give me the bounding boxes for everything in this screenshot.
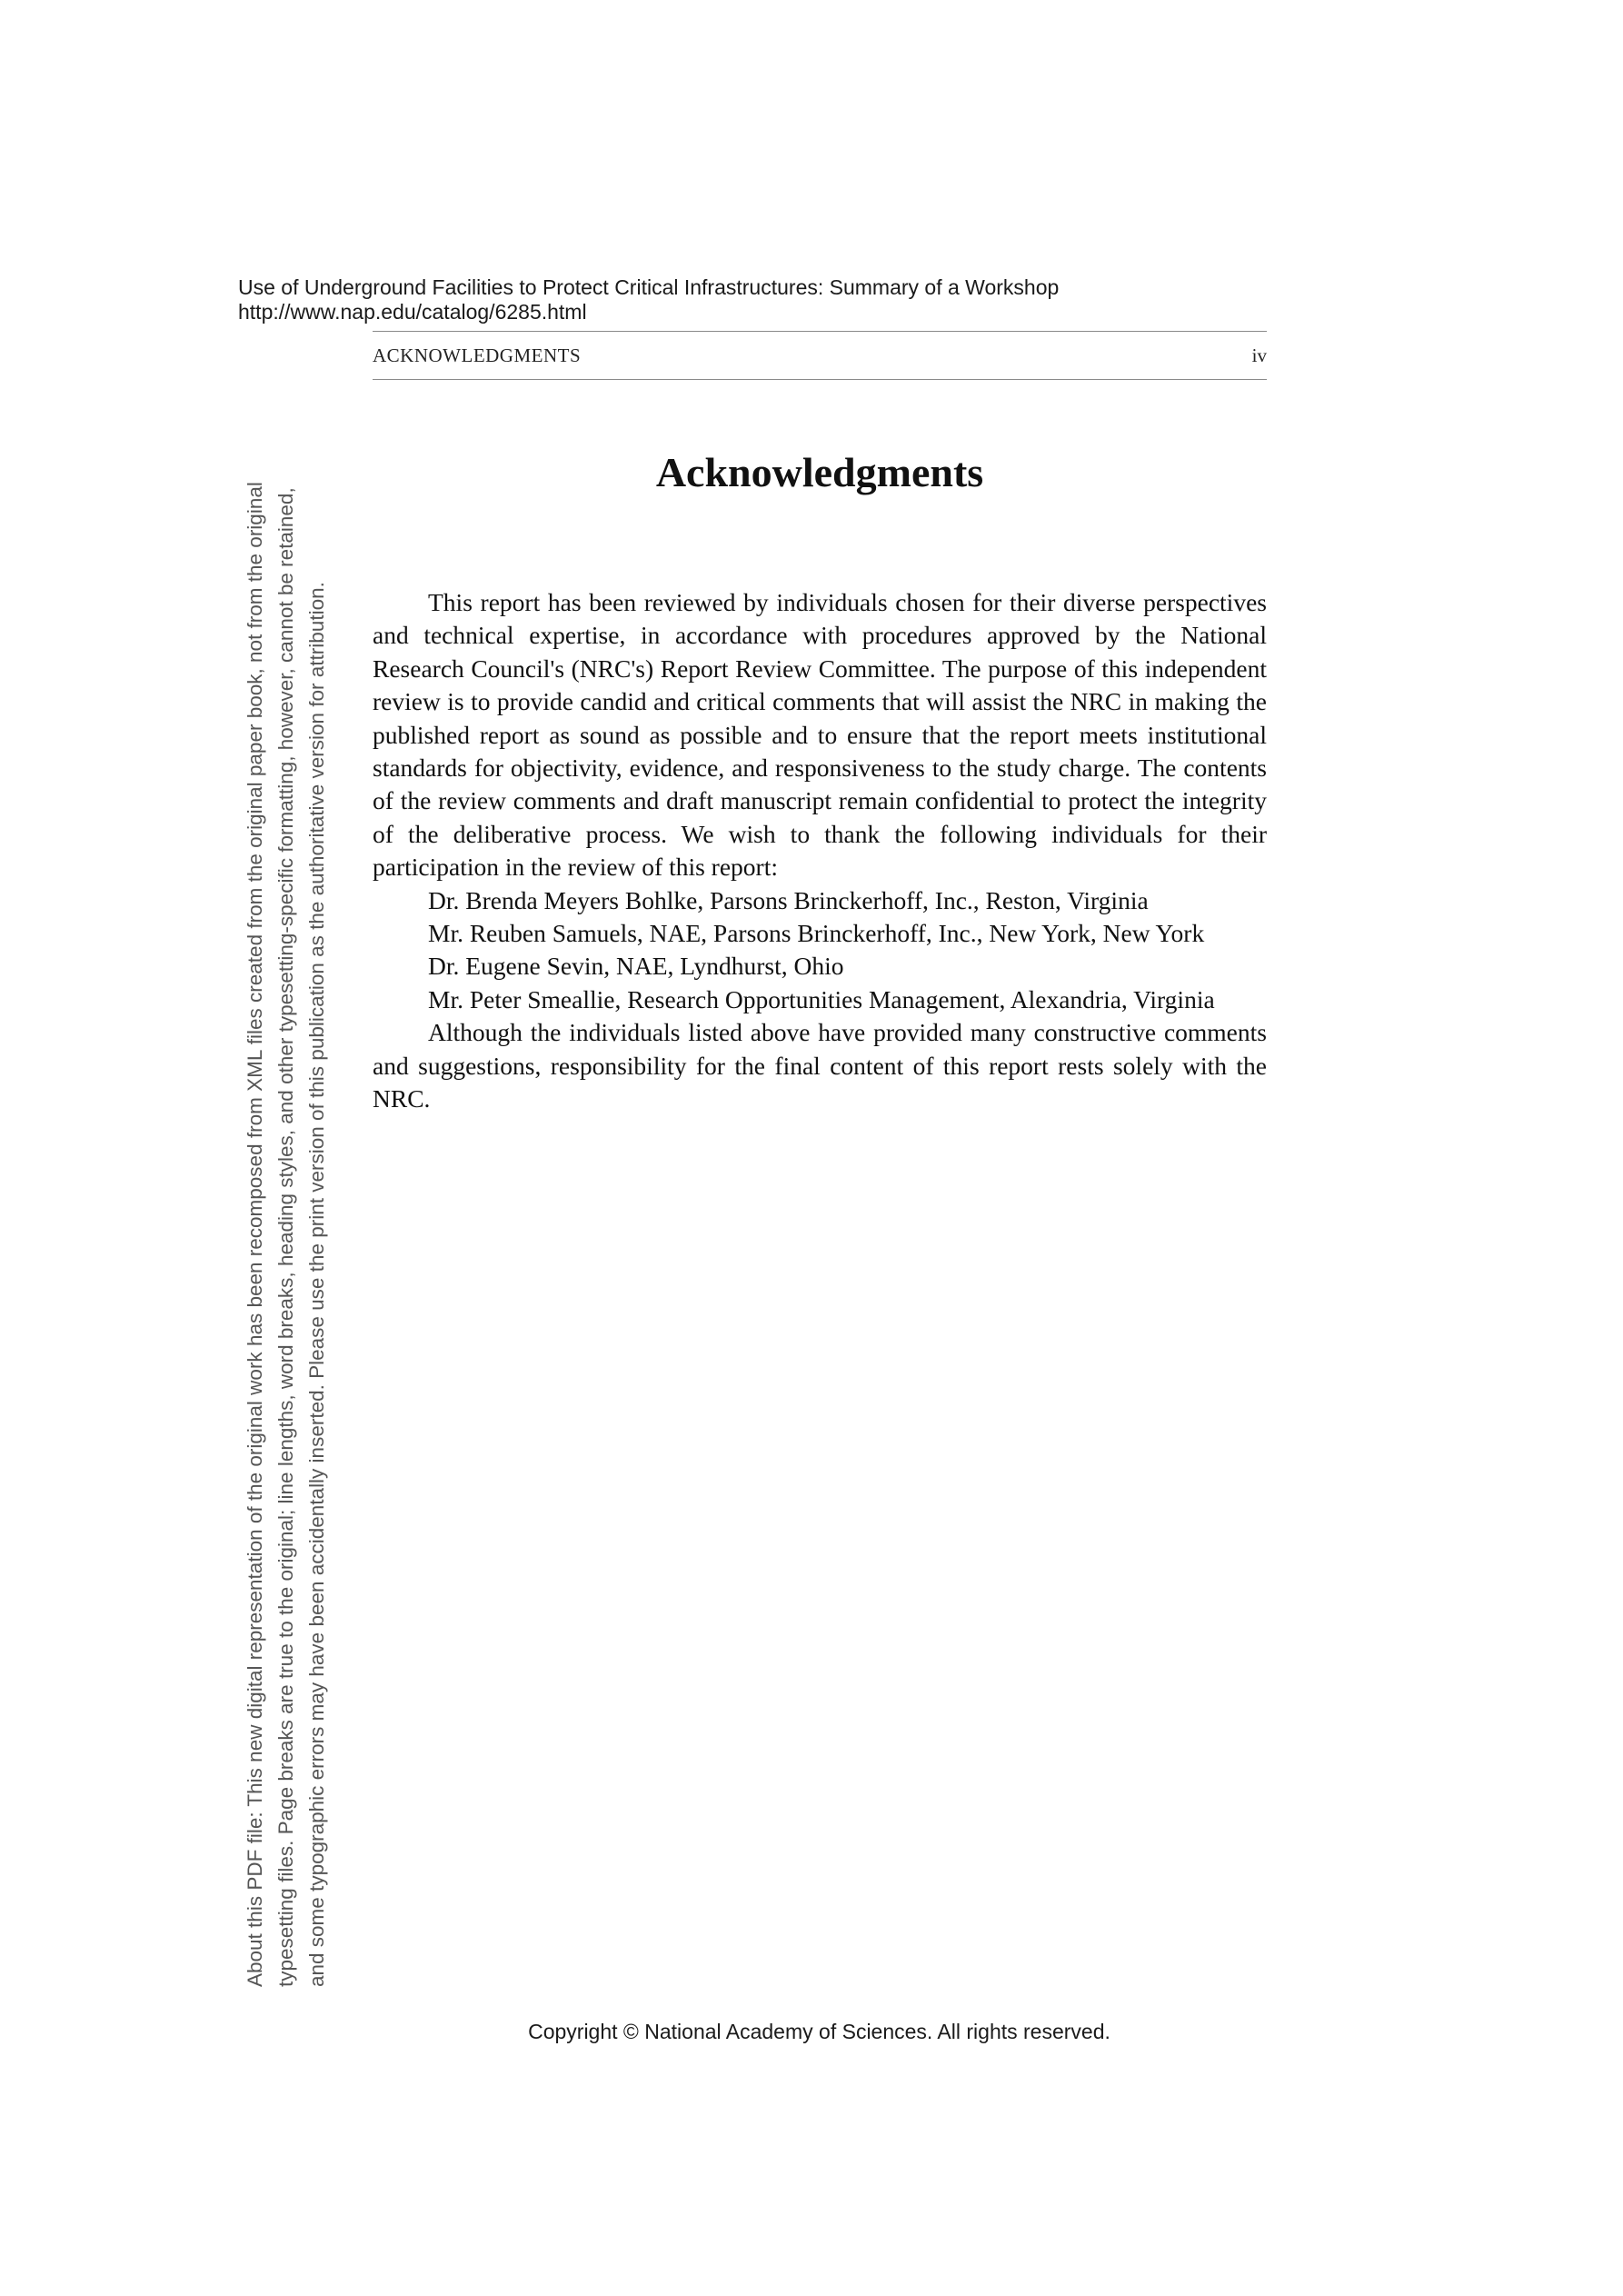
review-paragraph: This report has been reviewed by individuals chosen for their diverse perspectives and technical expertise, in accordance with procedures approved by the National Research Council's (NRC's) Report Review Committee. The purpose of this independent review is to provide candid and critical comments that will assist the NRC in making the published report as sound as possible and to ensure that the report meets institutional standards for objectivity, evidence, and responsiveness to the study charge. The contents of the review comments and draft manuscript remain confidential to protect the integrity of the deliberative process. We wish to thank the following individuals for their participation in the review of this report: — [373, 588, 1267, 882]
reviewer-entry: Dr. Eugene Sevin, NAE, Lyndhurst, Ohio — [428, 952, 844, 981]
source-url: http://www.nap.edu/catalog/6285.html — [238, 300, 587, 324]
source-header — [238, 275, 1283, 324]
reviewer-entry: Mr. Reuben Samuels, NAE, Parsons Brinckerhoff, Inc., New York, New York — [428, 919, 1205, 948]
source-title: Use of Underground Facilities to Protect Critical Infrastructures: Summary of a Workshop — [238, 275, 1060, 299]
running-head-section: ACKNOWLEDGMENTS — [373, 344, 582, 366]
disclaimer-line: typesetting files. Page breaks are true to the original; line lengths, word breaks, heading styles, and other typesetting-specific formatting, however, cannot be retained, — [274, 487, 297, 1987]
running-head — [373, 331, 1267, 380]
disclaimer-line: About this PDF file: This new digital representation of the original work has been recomposed from XML files created from the original paper book, not from the original — [244, 482, 266, 1987]
pdf-disclaimer-note — [240, 360, 333, 1987]
reviewer-entry: Dr. Brenda Meyers Bohlke, Parsons Brinckerhoff, Inc., Reston, Virginia — [428, 885, 1149, 914]
closing-paragraph: Although the individuals listed above have provided many constructive comments and suggestions, responsibility for the final content of this report rests solely with the NRC. — [373, 1018, 1267, 1113]
reviewer-entry: Mr. Peter Smeallie, Research Opportunities Management, Alexandria, Virginia — [428, 984, 1215, 1013]
body-text — [373, 586, 1267, 1116]
copyright-notice: Copyright © National Academy of Sciences. All rights reserved. — [528, 2020, 1110, 2043]
page-number: iv — [1251, 344, 1267, 366]
disclaimer-line: and some typographic errors may have been accidentally inserted. Please use the print version of this publication as the authoritative version for attribution. — [305, 582, 328, 1987]
page-title: Acknowledgments — [655, 449, 984, 495]
